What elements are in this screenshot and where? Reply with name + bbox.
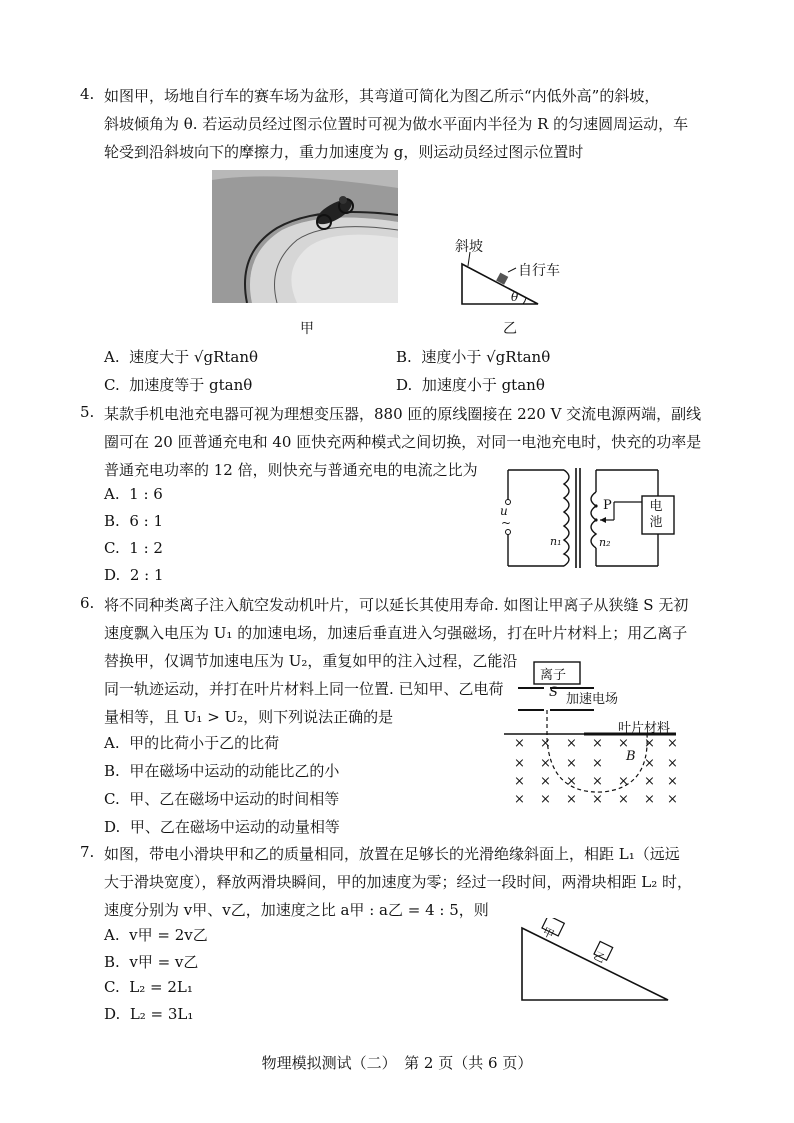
blade-material-label: 叶片材料	[618, 721, 671, 736]
q7-stem-line-2: 大于滑块宽度），释放两滑块瞬间，甲的加速度为零；经过一段时间，两滑块相距 L₂ 时，	[104, 873, 693, 891]
q7-option-a: A. v甲 = 2v乙	[104, 926, 208, 944]
svg-text:×: ×	[592, 756, 603, 771]
accel-field-label: 加速电场	[566, 692, 619, 707]
svg-text:×: ×	[514, 792, 525, 806]
field-b-label: B	[626, 749, 636, 764]
svg-text:×: ×	[644, 736, 655, 751]
q5-stem-line-3: 普通充电功率的 12 倍，则快充与普通充电的电流之比为	[104, 461, 478, 479]
svg-text:×: ×	[667, 774, 678, 789]
q7-option-c: C. L₂ = 2L₁	[104, 978, 193, 996]
q5-number: 5.	[80, 403, 95, 421]
svg-text:×: ×	[592, 736, 603, 751]
q7-option-d: D. L₂ = 3L₁	[104, 1005, 194, 1023]
n2-label: n₂	[599, 536, 611, 549]
slope-label: 斜坡	[455, 239, 483, 255]
svg-text:×: ×	[540, 774, 551, 789]
svg-text:×: ×	[644, 774, 655, 789]
q6-stem-line-1: 将不同种类离子注入航空发动机叶片，可以延长其使用寿命. 如图让甲离子从狭缝 S 无初	[104, 596, 689, 614]
voltage-u-label: u	[500, 504, 508, 518]
svg-text:×: ×	[644, 792, 655, 806]
svg-text:×: ×	[514, 756, 525, 771]
svg-text:×: ×	[540, 756, 551, 771]
svg-text:×: ×	[667, 792, 678, 806]
q6-number: 6.	[80, 594, 95, 612]
q4-option-a: A. 速度大于 √gRtanθ	[104, 348, 259, 366]
q6-stem-line-4: 同一轨迹运动，并打在叶片材料上同一位置. 已知甲、乙电荷	[104, 680, 504, 698]
q4-stem-line-1: 如图甲，场地自行车的赛车场为盆形，其弯道可简化为图乙所示“内低外高”的斜坡，	[104, 87, 660, 105]
page-footer: 物理模拟测试（二） 第 2 页（共 6 页）	[261, 1054, 533, 1072]
q6-stem-line-3: 替换甲，仅调节加速电压为 U₂，重复如甲的注入过程，乙能沿	[104, 652, 518, 670]
q7-stem-line-1: 如图，带电小滑块甲和乙的质量相同，放置在足够长的光滑绝缘斜面上，相距 L₁（远远	[104, 845, 680, 863]
svg-text:×: ×	[667, 736, 678, 751]
block-jia-label: 甲	[540, 925, 557, 942]
velodrome-photo	[212, 170, 398, 303]
q6-option-a: A. 甲的比荷小于乙的比荷	[104, 734, 280, 752]
fig-jia-caption: 甲	[300, 321, 314, 337]
svg-text:×: ×	[667, 756, 678, 771]
ion-source-label: 离子	[540, 668, 567, 683]
q6-stem-line-5: 量相等，且 U₁ > U₂，则下列说法正确的是	[104, 708, 394, 726]
q7-number: 7.	[80, 843, 95, 861]
q6-option-c: C. 甲、乙在磁场中运动的时间相等	[104, 790, 340, 808]
q4-option-b: B. 速度小于 √gRtanθ	[396, 348, 551, 366]
svg-text:×: ×	[566, 792, 577, 806]
svg-text:×: ×	[644, 756, 655, 771]
q5-stem-line-1: 某款手机电池充电器可视为理想变压器，880 匝的原线圈接在 220 V 交流电源两端，副线	[104, 405, 702, 423]
q5-option-d: D. 2 : 1	[104, 566, 164, 584]
q6-option-b: B. 甲在磁场中运动的动能比乙的小	[104, 762, 340, 780]
block-yi-label: 乙	[591, 949, 608, 966]
svg-text:×: ×	[592, 774, 603, 789]
q5-stem-line-2: 圈可在 20 匝普通充电和 40 匝快充两种模式之间切换，对同一电池充电时，快充的功率是	[104, 433, 702, 451]
svg-text:×: ×	[618, 736, 629, 751]
battery-label: 电池	[649, 499, 663, 530]
fig-yi-caption: 乙	[503, 321, 517, 337]
slit-s-label: S	[549, 685, 558, 700]
q5-option-c: C. 1 : 2	[104, 539, 163, 557]
svg-text:×: ×	[618, 774, 629, 789]
q4-option-d: D. 加速度小于 gtanθ	[396, 376, 545, 394]
angle-theta-label: θ	[511, 290, 519, 304]
q4-stem-line-3: 轮受到沿斜坡向下的摩擦力，重力加速度为 g，则运动员经过图示位置时	[104, 143, 584, 161]
q4-number: 4.	[80, 85, 95, 103]
q4-stem-line-2: 斜坡倾角为 θ. 若运动员经过图示位置时可视为做水平面内半径为 R 的匀速圆周运动，车	[104, 115, 689, 133]
svg-text:×: ×	[566, 736, 577, 751]
svg-text:×: ×	[618, 792, 629, 806]
switch-p-label: P	[603, 498, 612, 513]
q6-stem-line-2: 速度飘入电压为 U₁ 的加速电场，加速后垂直进入匀强磁场，打在叶片材料上；用乙离子	[104, 624, 688, 642]
svg-text:×: ×	[566, 756, 577, 771]
q7-option-b: B. v甲 = v乙	[104, 953, 199, 971]
q7-stem-line-3: 速度分别为 v甲、v乙，加速度之比 a甲 : a乙 = 4 : 5，则	[104, 901, 489, 919]
velodrome-illustration	[212, 170, 398, 303]
n1-label: n₁	[550, 535, 562, 548]
svg-text:×: ×	[592, 792, 603, 806]
q5-option-a: A. 1 : 6	[104, 485, 163, 503]
q5-option-b: B. 6 : 1	[104, 512, 164, 530]
q6-option-d: D. 甲、乙在磁场中运动的动量相等	[104, 818, 340, 836]
ac-symbol: ~	[501, 516, 512, 530]
svg-text:×: ×	[514, 774, 525, 789]
svg-text:×: ×	[540, 792, 551, 806]
bicycle-label: 自行车	[518, 263, 560, 279]
q4-option-c: C. 加速度等于 gtanθ	[104, 376, 253, 394]
svg-text:×: ×	[514, 736, 525, 751]
svg-text:×: ×	[540, 736, 551, 751]
svg-text:×: ×	[566, 774, 577, 789]
